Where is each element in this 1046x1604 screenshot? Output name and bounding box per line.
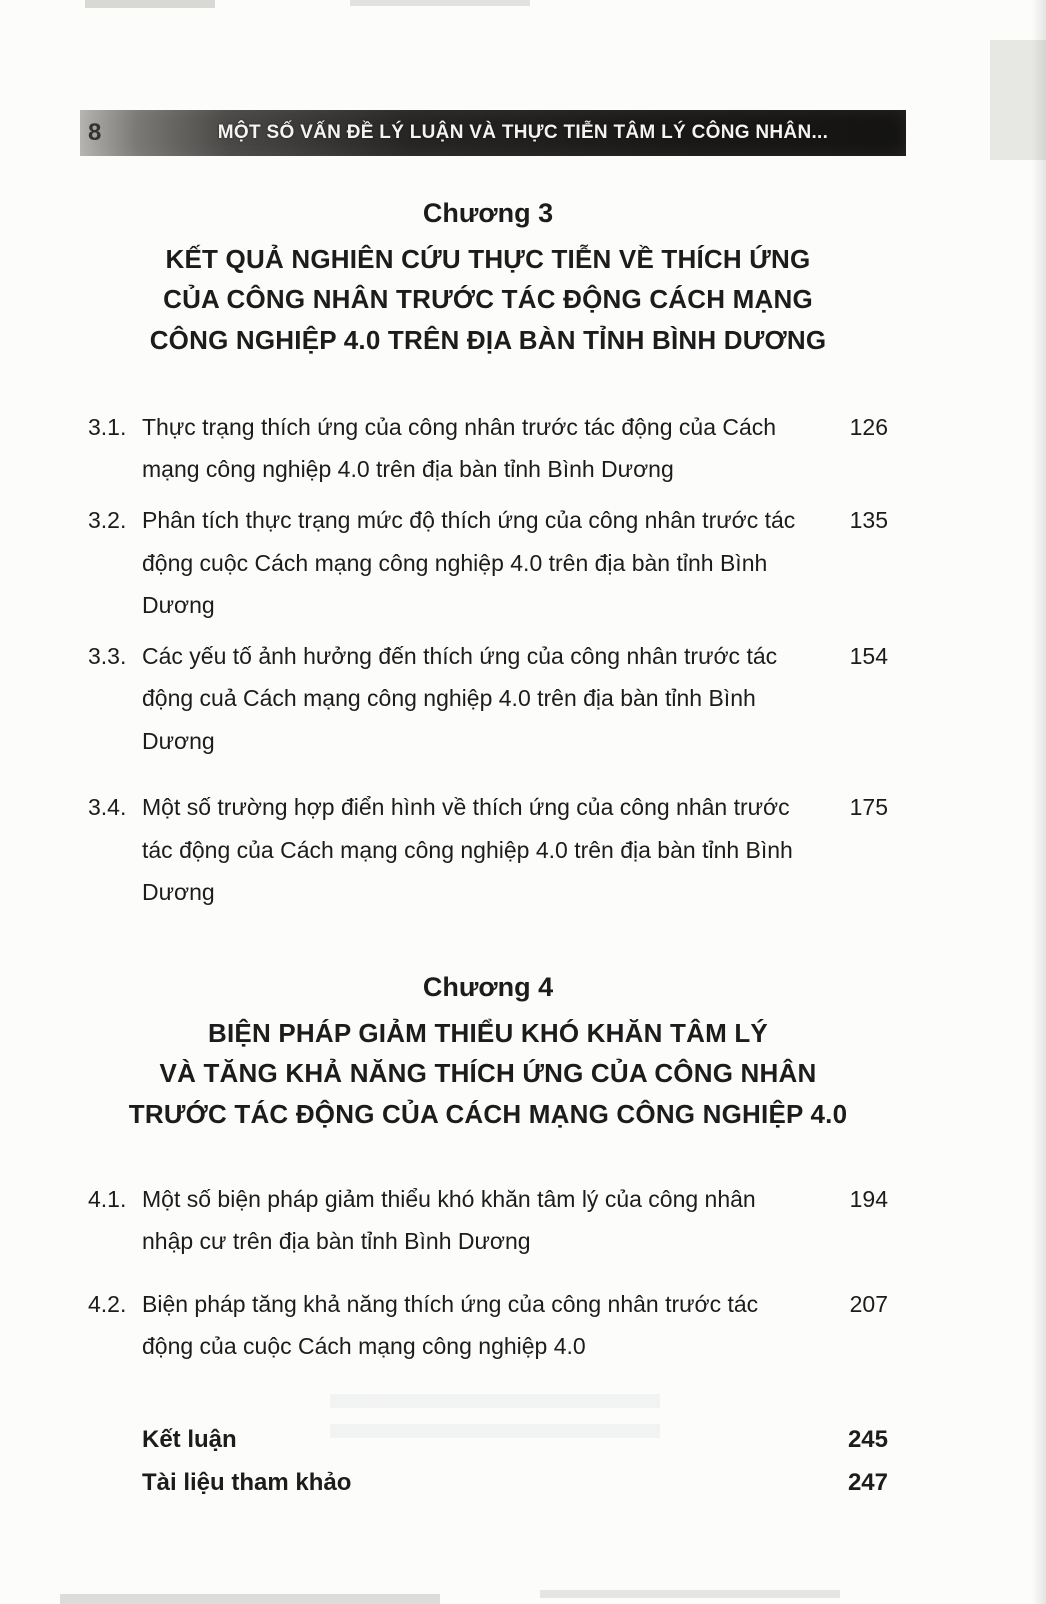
toc-entry [88, 499, 888, 627]
scan-artifact [540, 1590, 840, 1598]
chapter4-label: Chương 4 [422, 971, 554, 1002]
running-header-bar [80, 110, 906, 156]
running-title: MỘT SỐ VẤN ĐỀ LÝ LUẬN VÀ THỰC TIỄN TÂM LÝ CÔNG NHÂN... [217, 122, 829, 143]
toc-entry [88, 635, 888, 763]
toc-entry [88, 1283, 888, 1368]
toc-entry-page: 245 [847, 1425, 888, 1453]
page-number: 8 [88, 119, 102, 146]
scan-artifact [60, 1594, 440, 1604]
scan-artifact [1032, 0, 1046, 1604]
toc-entry-page: 175 [849, 794, 888, 821]
toc-entry-title: Thực trạng thích ứng của công nhân trước tác động của Cách mạng công nghiệp 4.0 trên địa bàn tỉnh Bình Dương [142, 413, 777, 483]
toc-entry-title: Một số trường hợp điển hình về thích ứng của công nhân trước tác động của Cách mạng công nghiệp 4.0 trên địa bàn tỉnh Bình Dương [142, 794, 793, 906]
chapter4-title-line: BIỆN PHÁP GIẢM THIỂU KHÓ KHĂN TÂM LÝ [208, 1017, 768, 1048]
toc-entry-page: 247 [847, 1469, 888, 1497]
toc-entry [88, 1418, 888, 1461]
toc-entry-title: Phân tích thực trạng mức độ thích ứng của công nhân trước tác động cuộc Cách mạng công nghiệp 4.0 trên địa bàn tỉnh Bình Dương [142, 506, 796, 619]
chapter4-title-line: TRƯỚC TÁC ĐỘNG CỦA CÁCH MẠNG CÔNG NGHIỆP 4.0 [128, 1098, 848, 1129]
toc-entry [88, 406, 888, 491]
chapter3-title-line: CÔNG NGHIỆP 4.0 TRÊN ĐỊA BÀN TỈNH BÌNH DƯƠNG [149, 324, 827, 355]
toc-entry [88, 1178, 888, 1263]
toc-entry-title: Biện pháp tăng khả năng thích ứng của công nhân trước tác động của cuộc Cách mạng công nghiệp 4.0 [142, 1290, 759, 1360]
toc-entry-number: 4.1. [88, 1185, 127, 1212]
scan-artifact [350, 0, 530, 6]
toc-entry-page: 154 [849, 642, 888, 669]
toc-entry-number: 3.1. [88, 413, 127, 440]
toc-entry-page: 207 [849, 1290, 888, 1317]
chapter3-title-line: KẾT QUẢ NGHIÊN CỨU THỰC TIỄN VỀ THÍCH ỨNG [165, 244, 811, 274]
chapter3-toc [88, 406, 888, 914]
toc-entry-title: Kết luận [142, 1425, 237, 1453]
toc-footer [88, 1418, 888, 1504]
toc-content [88, 198, 888, 1504]
chapter3-title-line: CỦA CÔNG NHÂN TRƯỚC TÁC ĐỘNG CÁCH MẠNG [163, 284, 813, 315]
toc-entry-page: 135 [849, 506, 888, 533]
chapter4-toc [88, 1178, 888, 1368]
scan-artifact [990, 40, 1046, 160]
chapter4-heading [88, 972, 888, 1134]
toc-entry-number: 3.2. [88, 506, 127, 533]
toc-entry-number: 3.3. [88, 642, 127, 669]
toc-entry-title: Tài liệu tham khảo [142, 1469, 352, 1497]
toc-entry-number: 4.2. [88, 1290, 127, 1317]
toc-entry-number: 3.4. [88, 794, 127, 821]
toc-entry-title: Một số biện pháp giảm thiểu khó khăn tâm lý của công nhân nhập cư trên địa bàn tỉnh Bình Dương [142, 1185, 756, 1255]
toc-entry-page: 194 [849, 1185, 888, 1212]
scan-artifact [85, 0, 215, 8]
toc-entry [88, 1461, 888, 1504]
chapter4-title-line: VÀ TĂNG KHẢ NĂNG THÍCH ỨNG CỦA CÔNG NHÂN [159, 1058, 817, 1089]
toc-entry-title: Các yếu tố ảnh hưởng đến thích ứng của công nhân trước tác động cuả Cách mạng công nghiệp 4.0 trên địa bàn tỉnh Bình Dương [142, 642, 778, 754]
toc-entry-page: 126 [849, 413, 888, 440]
chapter3-label: Chương 3 [422, 198, 554, 228]
chapter3-heading [88, 198, 888, 360]
toc-entry [88, 786, 888, 914]
